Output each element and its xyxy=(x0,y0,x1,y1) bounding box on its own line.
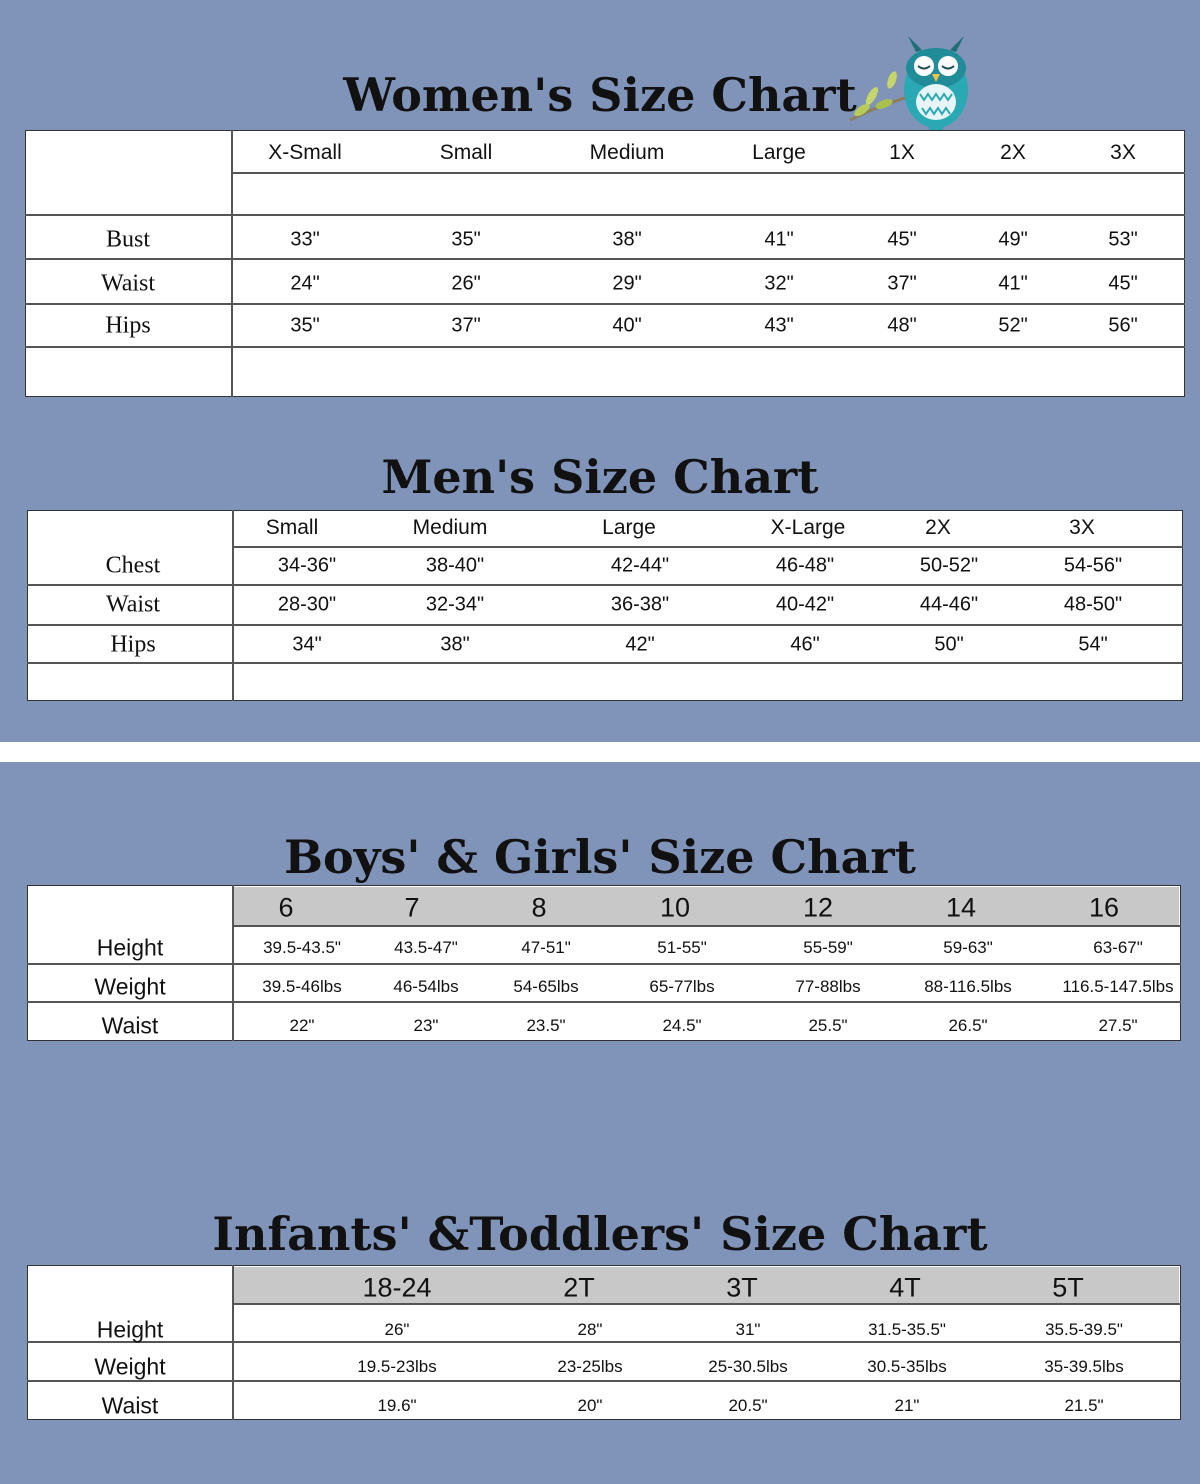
infants-value-cell: 31.5-35.5" xyxy=(868,1320,946,1339)
men-size-header: X-Large xyxy=(770,516,846,539)
men-row-label: Waist xyxy=(105,591,161,618)
infants-row-label: Waist xyxy=(101,1392,159,1419)
women-value-cell: 40" xyxy=(612,314,642,337)
kids-value-cell: 24.5" xyxy=(662,1016,702,1035)
kids-value-cell: 54-65lbs xyxy=(513,977,579,996)
kids-size-header: 8 xyxy=(531,892,547,923)
women-row-label: Hips xyxy=(105,312,151,339)
women-size-header: Large xyxy=(752,141,806,164)
women-value-cell: 53" xyxy=(1108,228,1138,251)
kids-value-cell: 22" xyxy=(289,1016,315,1035)
kids-row-divider xyxy=(27,963,1181,965)
kids-row-label: Height xyxy=(96,934,164,961)
infants-value-cell: 30.5-35lbs xyxy=(867,1357,947,1376)
infants-value-cell: 31" xyxy=(735,1320,761,1339)
kids-value-cell: 39.5-46lbs xyxy=(262,977,342,996)
kids-size-header: 16 xyxy=(1088,892,1120,923)
women-value-cell: 45" xyxy=(887,228,917,251)
kids-value-cell: 47-51" xyxy=(521,938,571,957)
women-value-cell: 45" xyxy=(1108,272,1138,295)
infants-row-label: Weight xyxy=(94,1353,166,1380)
kids-value-cell: 51-55" xyxy=(657,938,707,957)
kids-value-cell: 25.5" xyxy=(808,1016,848,1035)
kids-value-cell: 23.5" xyxy=(526,1016,566,1035)
women-value-cell: 29" xyxy=(612,272,642,295)
infants-value-cell: 19.5-23lbs xyxy=(357,1357,437,1376)
kids-value-cell: 55-59" xyxy=(803,938,853,957)
infants-value-cell: 21.5" xyxy=(1064,1396,1104,1415)
infants-row-divider xyxy=(27,1341,1181,1343)
infants-size-header: 2T xyxy=(563,1272,595,1303)
kids-chart-title: Boys' & Girls' Size Chart xyxy=(284,830,916,884)
kids-value-cell: 23" xyxy=(413,1016,439,1035)
women-size-header: 2X xyxy=(1000,141,1026,164)
infants-row-divider xyxy=(27,1380,1181,1382)
men-value-cell: 34" xyxy=(292,633,322,656)
women-size-header: Small xyxy=(439,141,493,164)
women-value-cell: 49" xyxy=(998,228,1028,251)
men-value-cell: 38-40" xyxy=(425,554,485,577)
kids-value-cell: 63-67" xyxy=(1093,938,1143,957)
women-value-cell: 48" xyxy=(887,314,917,337)
men-chart-title: Men's Size Chart xyxy=(381,450,819,504)
women-row-label: Waist xyxy=(100,270,156,297)
kids-row-label: Waist xyxy=(101,1012,159,1039)
infants-column-divider xyxy=(232,1265,234,1420)
panel-separator xyxy=(0,742,1200,762)
men-size-header: Small xyxy=(265,516,319,539)
men-value-cell: 48-50" xyxy=(1063,593,1123,616)
women-size-header: 1X xyxy=(889,141,915,164)
kids-value-cell: 116.5-147.5lbs xyxy=(1062,977,1174,996)
infants-size-header: 3T xyxy=(726,1272,758,1303)
women-row-divider xyxy=(25,258,1185,260)
men-value-cell: 42-44" xyxy=(610,554,670,577)
women-value-cell: 52" xyxy=(998,314,1028,337)
women-row-label: Bust xyxy=(105,226,151,253)
kids-value-cell: 59-63" xyxy=(943,938,993,957)
men-size-header: 2X xyxy=(925,516,951,539)
kids-size-header: 14 xyxy=(945,892,977,923)
infants-size-header: 5T xyxy=(1052,1272,1084,1303)
infants-size-header: 18-24 xyxy=(362,1272,432,1303)
women-chart-title: Women's Size Chart xyxy=(343,68,857,122)
kids-value-cell: 26.5" xyxy=(948,1016,988,1035)
infants-value-cell: 35.5-39.5" xyxy=(1045,1320,1123,1339)
kids-row-divider xyxy=(232,925,1181,927)
infants-size-header: 4T xyxy=(889,1272,921,1303)
women-value-cell: 37" xyxy=(887,272,917,295)
men-row-divider xyxy=(27,584,1183,586)
men-column-divider xyxy=(232,510,234,701)
men-size-header: 3X xyxy=(1069,516,1095,539)
women-size-header: Medium xyxy=(589,141,665,164)
women-size-table xyxy=(25,130,1185,397)
kids-size-header: 12 xyxy=(802,892,834,923)
men-size-header: Large xyxy=(602,516,656,539)
men-value-cell: 32-34" xyxy=(425,593,485,616)
women-value-cell: 35" xyxy=(290,314,320,337)
women-row-divider xyxy=(25,346,1185,348)
kids-row-label: Weight xyxy=(94,973,166,1000)
men-value-cell: 46" xyxy=(790,633,820,656)
women-value-cell: 56" xyxy=(1108,314,1138,337)
kids-value-cell: 46-54lbs xyxy=(393,977,459,996)
infants-chart-title: Infants' &Toddlers' Size Chart xyxy=(212,1207,988,1261)
men-row-divider xyxy=(232,546,1183,548)
infants-value-cell: 23-25lbs xyxy=(557,1357,623,1376)
women-size-header: X-Small xyxy=(268,141,342,164)
women-value-cell: 43" xyxy=(764,314,794,337)
kids-row-divider xyxy=(27,1001,1181,1003)
kids-value-cell: 43.5-47" xyxy=(394,938,458,957)
kids-value-cell: 39.5-43.5" xyxy=(263,938,341,957)
women-value-cell: 38" xyxy=(612,228,642,251)
kids-size-header: 7 xyxy=(404,892,420,923)
men-value-cell: 42" xyxy=(625,633,655,656)
infants-value-cell: 20.5" xyxy=(728,1396,768,1415)
men-value-cell: 38" xyxy=(440,633,470,656)
infants-value-cell: 28" xyxy=(577,1320,603,1339)
men-value-cell: 46-48" xyxy=(775,554,835,577)
women-value-cell: 32" xyxy=(764,272,794,295)
infants-value-cell: 21" xyxy=(894,1396,920,1415)
infants-value-cell: 26" xyxy=(384,1320,410,1339)
men-value-cell: 40-42" xyxy=(775,593,835,616)
infants-value-cell: 35-39.5lbs xyxy=(1044,1357,1124,1376)
men-value-cell: 34-36" xyxy=(277,554,337,577)
kids-size-header: 6 xyxy=(278,892,294,923)
kids-value-cell: 88-116.5lbs xyxy=(924,977,1012,996)
kids-value-cell: 27.5" xyxy=(1098,1016,1138,1035)
women-value-cell: 26" xyxy=(451,272,481,295)
women-column-divider xyxy=(231,130,233,397)
men-value-cell: 36-38" xyxy=(610,593,670,616)
kids-header-bar xyxy=(233,887,1179,925)
infants-value-cell: 19.6" xyxy=(377,1396,417,1415)
kids-value-cell: 65-77lbs xyxy=(649,977,715,996)
men-row-divider xyxy=(27,662,1183,664)
kids-size-header: 10 xyxy=(659,892,691,923)
men-row-label: Hips xyxy=(110,631,156,658)
women-row-divider xyxy=(231,172,1185,174)
women-value-cell: 35" xyxy=(451,228,481,251)
men-value-cell: 28-30" xyxy=(277,593,337,616)
infants-value-cell: 20" xyxy=(577,1396,603,1415)
men-value-cell: 54-56" xyxy=(1063,554,1123,577)
infants-value-cell: 25-30.5lbs xyxy=(708,1357,788,1376)
men-size-header: Medium xyxy=(412,516,488,539)
kids-value-cell: 77-88lbs xyxy=(795,977,861,996)
men-value-cell: 50-52" xyxy=(919,554,979,577)
men-row-divider xyxy=(27,624,1183,626)
women-value-cell: 33" xyxy=(290,228,320,251)
men-value-cell: 44-46" xyxy=(919,593,979,616)
women-value-cell: 41" xyxy=(998,272,1028,295)
men-value-cell: 50" xyxy=(934,633,964,656)
women-value-cell: 37" xyxy=(451,314,481,337)
men-row-label: Chest xyxy=(105,552,161,579)
women-value-cell: 24" xyxy=(290,272,320,295)
women-row-divider xyxy=(25,214,1185,216)
women-value-cell: 41" xyxy=(764,228,794,251)
men-value-cell: 54" xyxy=(1078,633,1108,656)
women-size-header: 3X xyxy=(1110,141,1136,164)
infants-row-label: Height xyxy=(96,1316,164,1343)
women-row-divider xyxy=(25,303,1185,305)
